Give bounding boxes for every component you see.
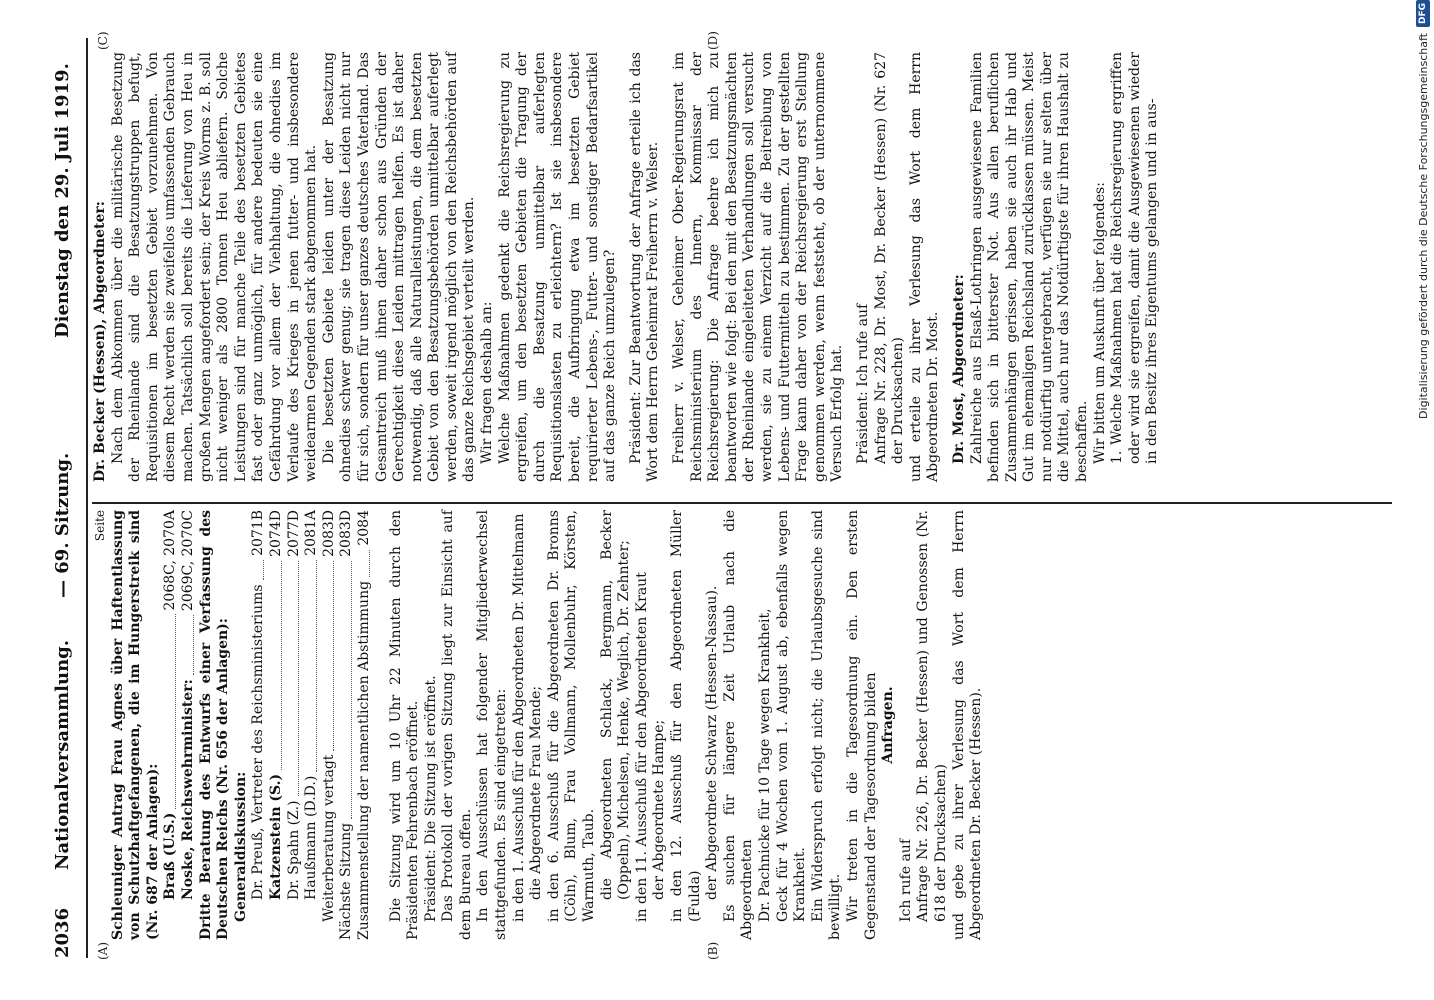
paragraph: die Abgeordneten Schlack, Bergmann, Becker (Oppeln), Michelsen, Henke, Weglich, Dr. Zehnter; [598,510,633,900]
paragraph: und gebe zu ihrer Verlesung das Wort dem Herrn Abgeordneten Dr. Becker (Hessen). [950,510,985,940]
column-rule [92,503,1392,505]
right-column [92,52,1162,482]
paragraph: Wir treten in die Tagesordnung ein. Den ersten Gegenstand der Tagesordnung bilden [844,510,879,940]
speaker: Dr. Becker (Hessen), Abgeordneter: [92,201,108,482]
paragraph: Generaldiskussion: [232,771,249,922]
paragraph: Geck für 4 Wochen vom 1. August ab, ebenfalls wegen Krankheit. [774,510,809,922]
toc-row: Nächste Sitzung 2083D [338,510,355,940]
toc-row: Dr. Spahn (Z.) 2077D [285,510,302,900]
margin-b: (B) [706,941,720,960]
margin-a: (A) [96,941,110,960]
seite-label: Seite [93,510,107,542]
margin-d: (D) [706,31,720,50]
page-number: 2036 [52,907,73,958]
paragraph: in den 12. Ausschuß für den Abgeordneten Müller (Fulda) [669,510,703,922]
speaker: Dr. Most, Abgeordneter: [950,274,967,464]
paragraph: in den 1. Ausschuß für den Abgeordneten Dr. Mittelmann [510,513,527,922]
toc-row: Dr. Preuß, Vertreter des Reichsministeriums 2071B [250,510,267,900]
paragraph: Anfrage Nr. 226, Dr. Becker (Hessen) und Genossen (Nr. 618 der Drucksachen) [915,510,949,922]
header-rule [86,38,88,958]
paragraph: Dr. Pachnicke für 10 Tage wegen Krankheit, [756,608,773,922]
paragraph: Wir fragen deshalb an: [479,301,496,464]
paragraph: Zahlreiche aus Elsaß-Lothringen ausgewiesene Familien befinden sich in bitterster Not. Aus allen beruflichen Zusammenhängen gerissen, haben sie auch ihr Hab und Gut im ehemaligen Reichsland zurücklassen müssen. Meist nur notdürftig untergebracht, verfügen sie nur selten über die Mittel, auch nur das Notdürftigste für ihren Haushalt zu beschaffen. [968,52,1091,482]
paragraph: Präsident: Die Sitzung ist eröffnet. [422,675,439,922]
toc-row: Haußmann (D.D.) 2081A [303,510,320,900]
toc-row: Zusammenstellung der namentlichen Abstimmung 2084 [355,510,372,940]
paragraph: Ich rufe auf [897,838,914,922]
header-right: Dienstag den 29. Juli 1919. [52,63,73,338]
paragraph: Ein Widerspruch erfolgt nicht; die Urlaubsgesuche sind bewilligt. [809,510,844,940]
paragraph: Wir bitten um Auskunft über folgendes: [1091,182,1108,464]
paragraph: Das Protokoll der vorigen Sitzung liegt zur Einsicht auf dem Bureau offen. [440,510,474,940]
toc-row: Braß (U.S.) 2068C, 2070A [162,510,179,900]
paragraph: In den Ausschüssen hat folgender Mitgliederwechsel stattgefunden. Es sind eingetreten: [475,510,510,940]
digitization-note [1412,0,1434,870]
paragraph: Freiherr v. Welser, Geheimer Ober-Regierungsrat im Reichsministerium des Innern, Kommissar der Reichsregierung: Die Anfrage beehre ich mich zu beantworten wie folgt: Bei den mit den Besatzungsmächten der Rheinlande eingeleiteten Verhandlungen soll versucht werden, sie zu einem Verzicht auf die Beitreibung von Lebens- und Futtermitteln zu bestimmen. Zu der gestellten Frage kann daher von der Reichsregierung erst Stellung genommen werden, wenn feststeht, ob der unternommene Versuch Erfolg hat. [671,52,846,482]
paragraph: Die Sitzung wird um 10 Uhr 22 Minuten durch den Präsidenten Fehrenbach eröffnet. [387,510,422,940]
paragraph: Präsident: Ich rufe auf [854,303,871,464]
toc-row: Noske, Reichswehrminister: 2069C, 2070C [179,510,196,900]
page-header [52,38,82,958]
toc-row: Weiterberatung vertagt 2083D [320,510,337,922]
toc-row: Katzenstein (S.) 2074D [267,510,284,900]
header-left: Nationalversammlung. [52,639,73,870]
paragraph: Die besetzten Gebiete leiden unter der Besatzung ohnedies schwer genug; sie tragen diese Leiden nicht nur für sich, sondern für unser ganzes deutsches Vaterland. Das Gesamtreich muß ihnen daher schon aus Gründen der Gerechtigkeit diese Leiden mittragen helfen. Es ist daher notwendig, daß alle Naturalleistungen, die dem besetzten Gebiet von den Besatzungsbehörden unmittelbar auferlegt werden, soweit irgend möglich von den Reichsbehörden auf das ganze Reichsgebiet verteilt werden. [320,52,478,482]
paragraph: in den 11. Ausschuß für den Abgeordneten Kraut [633,572,650,922]
paragraph: die Abgeordnete Frau Mende; [528,685,545,900]
header-middle: — 69. Sitzung. [52,452,73,598]
paragraph: der Abgeordnete Schwarz (Hessen-Nassau). [704,585,721,900]
paragraph: Schleuniger Antrag Frau Agnes über Haftentlassung von Schutzhaftgefangenen, die im Hungerstreik sind (Nr. 687 der Anlagen): [109,510,161,940]
paragraph: Dritte Beratung des Entwurfs einer Verfassung des Deutschen Reichs (Nr. 656 der Anlagen): [197,510,232,940]
paragraph: Es suchen für längere Zeit Urlaub nach die Abgeordneten [721,510,756,940]
paragraph: Nach dem Abkommen über die militärische Besetzung der Rheinlande sind die Besatzungstruppen befugt, Requisitionen im besetzten Gebiet vorzunehmen. Von diesem Recht werden sie zweifellos umfassenden Gebrauch machen. Tatsächlich soll bereits die Lieferung von Heu in großen Mengen angefordert sein; der Kreis Worms z. B. soll nicht weniger als 2800 Tonnen Heu abliefern. Solche Leistungen sind für manche Teile des besetzten Gebietes fast oder ganz unmöglich, für andere bedeuten sie eine Gefährdung vor allem der Viehhaltung, die ohnedies im Verlaufe des Krieges in jenen futter- und insbesondere weidearmen Gegenden stark abgenommen hat. [109,52,320,482]
digitization-text: Digitalisierung gefördert durch die Deutsche Forschungsgemeinschaft [1416,33,1430,419]
paragraph: 1. Welche Maßnahmen hat die Reichsregierung ergriffen oder wird sie ergreifen, damit die Ausgewiesenen wieder in den Besitz ihres Eigentums gelangen und in aus- [1109,52,1161,464]
left-column [92,510,986,940]
dfg-logo: DFG [1416,0,1430,27]
paragraph: Präsident: Zur Beantwortung der Anfrage erteile ich das Wort dem Herrn Geheimrat Freiherrn v. Welser. [627,52,662,482]
section-heading: Anfragen. [880,686,897,764]
paragraph: in den 6. Ausschuß für die Abgeordneten Dr. Bronns (Cöln), Blum, Frau Vollmann, Mollenbuhr, Körsten, Warmuth, Taub. [545,510,598,922]
paragraph: und erteile zu ihrer Verlesung das Wort dem Herrn Abgeordneten Dr. Most. [907,52,942,482]
paragraph: Welche Maßnahmen gedenkt die Reichsregierung zu ergreifen, um den besetzten Gebieten die Tragung der durch die Besatzung unmittelbar auferlegten Requisitionslasten zu erleichtern? Ist sie insbesondere bereit, die Aufbringung etwa im besetzten Gebiet requirierter Lebens-, Futter- und sonstiger Bedarfsartikel auf das ganze Reich umzulegen? [496,52,619,482]
paragraph: Anfrage Nr. 228, Dr. Most, Dr. Becker (Hessen) (Nr. 627 der Drucksachen) [872,52,907,464]
paragraph: der Abgeordnete Hampe; [651,719,668,900]
margin-c: (C) [96,31,110,50]
